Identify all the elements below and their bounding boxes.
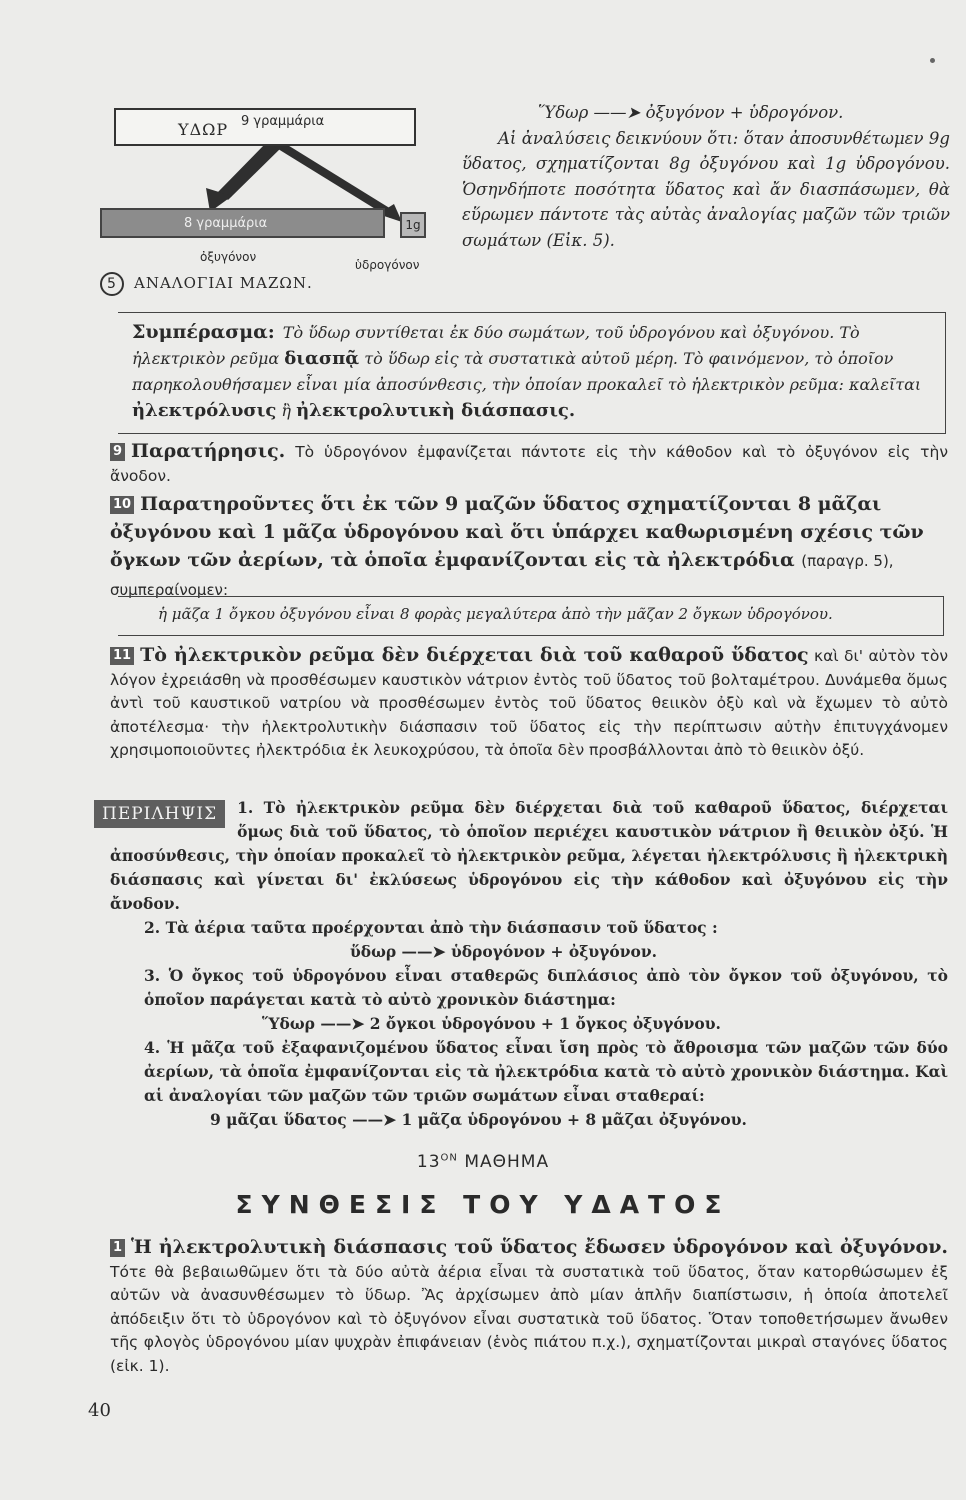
summary-point-4: 4. Ἡ μᾶζα τοῦ ἐξαφανιζομένου ὕδατος εἶναι ἴση πρὸς τὸ ἄθροισμα τῶν μαζῶν τῶν δύο ἀερίων, τὰ ὁποῖα ἐμφανίζονται εἰς τὰ ἠλεκτρόδια κατὰ τὸ αὐτὸ χρονικὸν διάστημα. Καὶ αἱ ἀναλογίαι τῶν μαζῶν τῶν τριῶν σωμάτων εἶναι σταθεραί: bbox=[144, 1038, 948, 1105]
summary-point-2: 2. Τὰ ἀέρια ταῦτα προέρχονται ἀπὸ τὴν διάσπασιν τοῦ ὕδατος : bbox=[144, 918, 718, 937]
speck bbox=[930, 58, 935, 63]
summary-tag: ΠΕΡΙΛΗΨΙΣ bbox=[94, 800, 225, 828]
section-number: 11 bbox=[110, 647, 134, 665]
figure-number: 5 bbox=[100, 272, 124, 296]
section-text: Παρατηροῦντες ὅτι ἐκ τῶν 9 μαζῶν ὕδατος σχηματίζονται 8 μᾶζαι ὀξυγόνου καὶ 1 μᾶζα ὑδρογόνου καὶ ὅτι ὑπάρχει καθωρισμένη σχέσις τῶν ὄγκων τῶν ἀερίων, τὰ ὁποῖα ἐμφανίζονται εἰς τὰ ἠλεκτρόδια bbox=[110, 493, 924, 571]
conclusion-text-2: τὸ ὕδωρ εἰς τὰ συστατικὰ αὐτοῦ μέρη. Τὸ φαινόμενον, τὸ ὁποῖον παρηκολουθήσαμεν εἶναι μία ἀποσύνθεσις, τὴν ὁποίαν προκαλεῖ τὸ ἠλεκτρικὸν ρεῦμα: καλεῖται bbox=[132, 349, 922, 394]
summary-point-3: 3. Ὁ ὄγκος τοῦ ὑδρογόνου εἶναι σταθερῶς διπλάσιος ἀπὸ τὸν ὄγκον τοῦ ὀξυγόνου, τὸ ὁποῖον παράγεται κατὰ τὸ αὐτὸ χρονικὸν διάστημα: bbox=[144, 966, 948, 1009]
lesson-sup: ΟΝ bbox=[440, 1152, 458, 1164]
lesson-label: ΜΑΘΗΜΑ bbox=[464, 1152, 550, 1172]
conclusion-term-1: διασπᾷ bbox=[284, 348, 360, 369]
oxygen-bar bbox=[100, 208, 385, 238]
oxygen-mass: 8 γραμμάρια bbox=[184, 216, 268, 231]
section-number: 9 bbox=[110, 443, 125, 461]
chapter-title: ΣΥΝΘΕΣΙΣ ΤΟΥ ΥΔΑΤΟΣ bbox=[235, 1190, 731, 1219]
section-number: 10 bbox=[110, 496, 134, 514]
summary-equation-3: Ὕδωρ ——➤ 2 ὄγκοι ὑδρογόνου + 1 ὄγκος ὀξυγόνου. bbox=[262, 1014, 721, 1033]
analysis-text: Αἱ ἀναλύσεις δεικνύουν ὅτι: ὅταν ἀποσυνθέτωμεν 9g ὕδατος, σχηματίζονται 8g ὀξυγόνου καὶ 1g ὑδρογόνου. Ὁσηνδήποτε ποσότητα ὕδατος καὶ ἄν διασπάσωμεν, θὰ εὕρωμεν πάντοτε τὰς αὐτὰς ἀναλογίας μαζῶν τῶν τριῶν σωμάτων (Εἰκ. 5). bbox=[462, 128, 950, 250]
summary-equation-4: 9 μᾶζαι ὕδατος ——➤ 1 μᾶζα ὑδρογόνου + 8 μᾶζαι ὀξυγόνου. bbox=[210, 1110, 747, 1129]
conclusion-term-3: ἠλεκτρολυτικὴ διάσπασις. bbox=[296, 400, 576, 421]
section-9 bbox=[110, 440, 948, 488]
conclusion-heading: Συμπέρασμα: bbox=[132, 321, 275, 343]
conclusion-box bbox=[118, 312, 946, 434]
lesson-num: 13 bbox=[416, 1152, 441, 1172]
mass-volume-note: ἡ μᾶζα 1 ὄγκου ὀξυγόνου εἶναι 8 φορὰς μεγαλύτερα ἀπὸ τὴν μᾶζαν 2 ὄγκων ὑδρογόνου. bbox=[118, 596, 944, 636]
section-text: καὶ δι' αὐτὸν τὸν λόγον ἐχρειάσθη νὰ προσθέσωμεν καυστικὸν νάτριον ἐντὸς τοῦ ὕδατος τοῦ βολταμέτρου. Δυνάμεθα ὅμως ἀντὶ τοῦ καυστικοῦ νατρίου νὰ προσθέσωμεν ἐντὸς τοῦ ὕδατος θειικὸν ὀξὺ καὶ νὰ ἔχωμεν τὸ αὐτὸ ἀποτέλεσμα· τὴν ἠλεκτρολυτικὴν διάσπασιν τοῦ ὕδατος εἰς τὴν περίπτωσιν αὐτὴν ἐπιτυγχάνομεν χρησιμοποιοῦντες ἠλεκτρόδια ἐκ λευκοχρύσου, τὰ ὁποῖα δὲν προσβάλλονται ἀπὸ τὸ θειικὸν ὀξύ. bbox=[110, 647, 948, 759]
section-10 bbox=[110, 490, 948, 604]
figure-explanation bbox=[462, 100, 950, 253]
section-text: Τὸ ὑδρογόνον ἐμφανίζεται πάντοτε εἰς τὴν κάθοδον καὶ τὸ ὀξυγόνον εἰς τὴν ἄνοδον. bbox=[110, 443, 948, 485]
summary bbox=[102, 796, 948, 1132]
oxygen-label: ὀξυγόνον bbox=[200, 250, 257, 264]
figure-caption-text: ΑΝΑΛΟΓΙΑΙ ΜΑΖΩΝ. bbox=[134, 274, 313, 292]
hydrogen-box: 1g bbox=[400, 212, 426, 238]
section-1 bbox=[110, 1236, 948, 1378]
water-mass: 9 γραμμάρια bbox=[241, 114, 325, 129]
section-lead: Τὸ ἠλεκτρικὸν ρεῦμα δὲν διέρχεται διὰ τοῦ καθαροῦ ὕδατος bbox=[140, 644, 809, 666]
section-lead: Παρατήρησις. bbox=[131, 440, 286, 462]
section-number: 1 bbox=[110, 1239, 125, 1257]
section-tail: (παραγρ. 5), συμπεραίνομεν: bbox=[110, 552, 894, 599]
figure-caption bbox=[100, 272, 313, 296]
page-number: 40 bbox=[88, 1400, 111, 1421]
conclusion-text-3: ἢ bbox=[281, 401, 291, 420]
section-text: Τότε θὰ βεβαιωθῶμεν ὅτι τὰ δύο αὐτὰ ἀέρια εἶναι τὰ συστατικὰ τοῦ ὕδατος, ὅταν κατορθώσωμεν ἐξ αὐτῶν νὰ ἀνασυνθέσωμεν τὸ ὕδωρ. Ἂς ἀρχίσωμεν ἀπὸ μίαν ἁπλῆν διαπίστωσιν, ἡ ὁποία ἀποτελεῖ ἀπόδειξιν ὅτι τὸ ὑδρογόνον καὶ τὸ ὀξυγόνον εἶναι συστατικὰ τοῦ ὕδατος. Ὅταν τοποθετήσωμεν ἄνωθεν τῆς φλογὸς ὑδρογόνου μίαν ψυχρὰν ἐπιφάνειαν (ἑνὸς πιάτου π.χ.), σχηματίζονται μικραὶ σταγόνες ὕδατος (εἰκ. 1). bbox=[110, 1262, 948, 1375]
hydrogen-label: ὑδρογόνον bbox=[355, 258, 420, 272]
lesson-number bbox=[0, 1152, 966, 1172]
section-lead: Ἡ ἠλεκτρολυτικὴ διάσπασις τοῦ ὕδατος ἔδωσεν ὑδρογόνον καὶ ὀξυγόνον. bbox=[131, 1236, 948, 1258]
water-box bbox=[114, 108, 416, 146]
water-label: ΥΔΩΡ bbox=[178, 120, 229, 139]
conclusion-term-2: ἠλεκτρόλυσις bbox=[132, 400, 277, 421]
summary-point-1: 1. Τὸ ἠλεκτρικὸν ρεῦμα δὲν διέρχεται διὰ τοῦ καθαροῦ ὕδατος, διέρχεται ὅμως διὰ τοῦ ὕδατος, τὸ ὁποῖον περιέχει καυστικὸν νάτριον ἢ θειικὸν ὀξύ. Ἡ ἀποσύνθεσις, τὴν ὁποίαν προκαλεῖ τὸ ἠλεκτρικὸν ρεῦμα, λέγεται ἠλεκτρόλυσις ἢ ἠλεκτρικὴ διάσπασις καὶ γίνεται δι' ἐκλύσεως ὑδρογόνου εἰς τὴν κάθοδον καὶ ὀξυγόνου εἰς τὴν ἄνοδον. bbox=[110, 798, 948, 913]
summary-equation-2: ὕδωρ ——➤ ὑδρογόνον + ὀξυγόνον. bbox=[350, 942, 657, 961]
decomposition-equation: Ὕδωρ ——➤ ὀξυγόνον + ὑδρογόνον. bbox=[538, 103, 844, 122]
figure-mass-ratios bbox=[100, 100, 445, 300]
section-11 bbox=[110, 644, 948, 763]
conclusion-text-1: Τὸ ὕδωρ συντίθεται ἐκ δύο σωμάτων, τοῦ ὑδρογόνου καὶ ὀξυγόνου. Τὸ ἠλεκτρικὸν ρεῦμα bbox=[132, 323, 860, 368]
